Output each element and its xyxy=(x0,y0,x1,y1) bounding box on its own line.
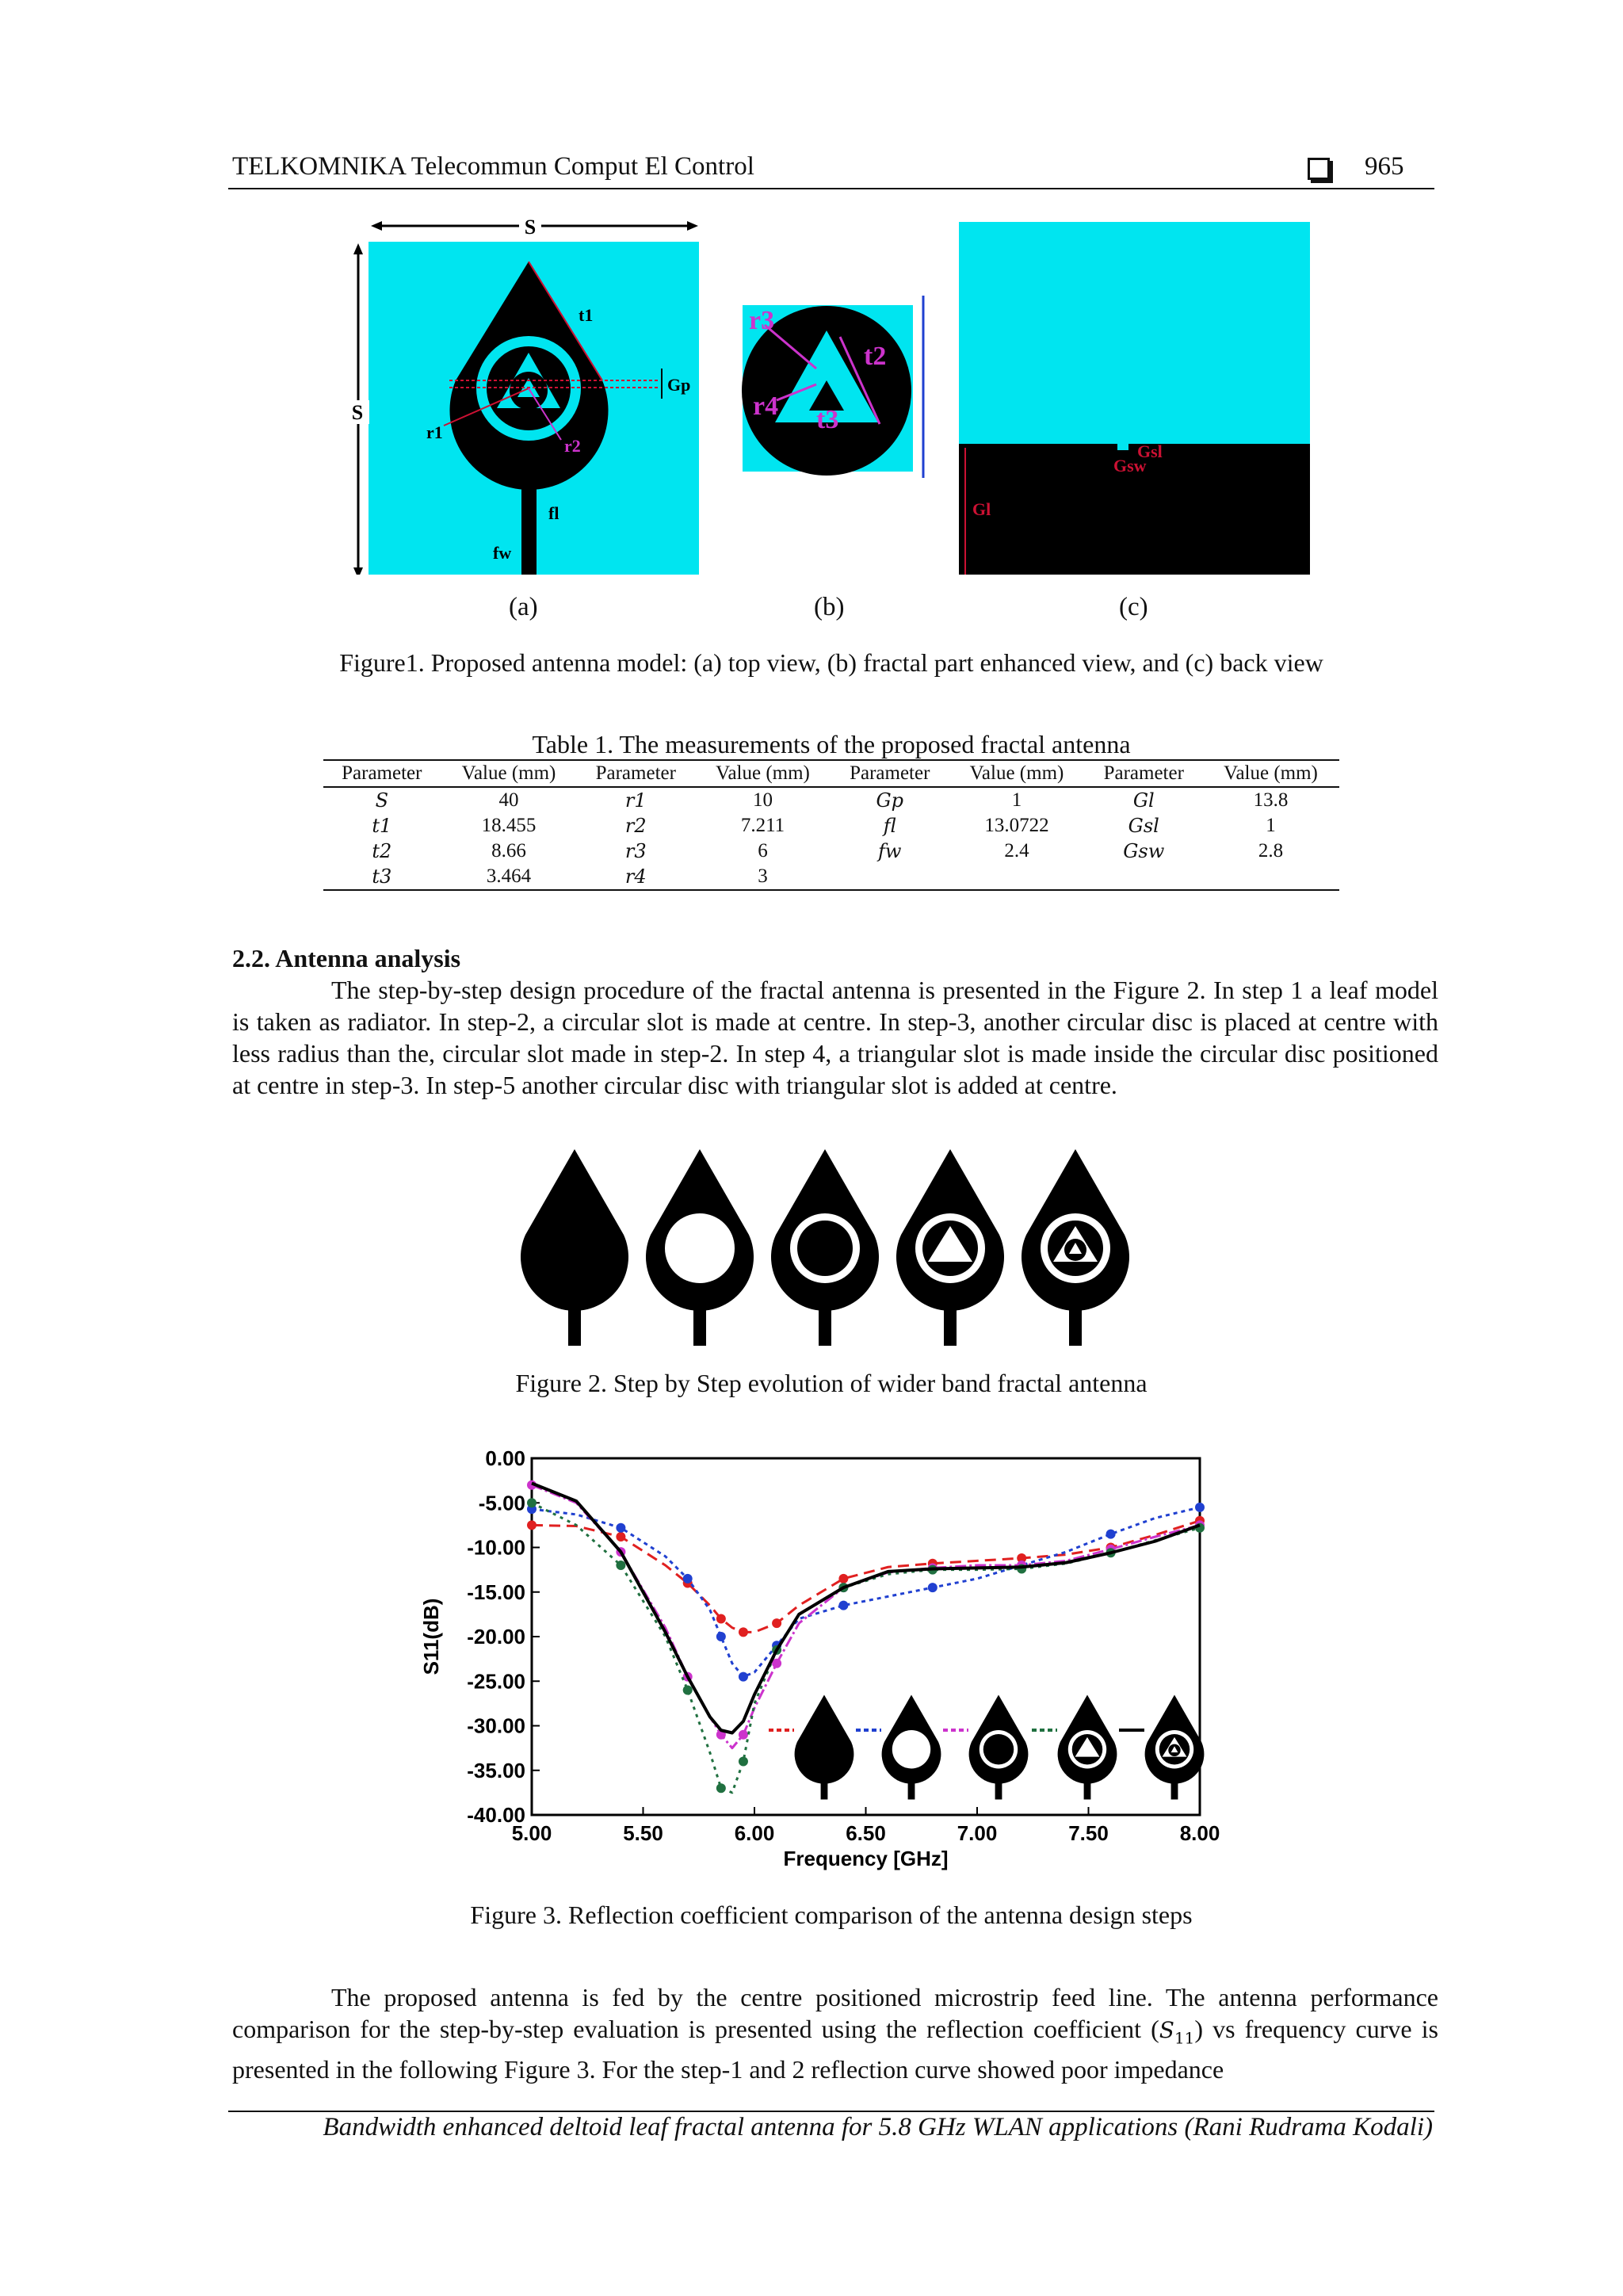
table1-caption: Table 1. The measurements of the proposed fractal antenna xyxy=(532,730,1131,758)
step5-icon xyxy=(1022,1149,1129,1346)
dim-r3: r3 xyxy=(749,306,775,335)
table1-cell: 2.4 xyxy=(1004,840,1029,861)
figure1-caption: Figure1. Proposed antenna model: (a) top view, (b) fractal part enhanced view, and (c) back view xyxy=(339,648,1323,677)
paragraph-design-steps xyxy=(232,974,1438,1101)
figure1-back-view xyxy=(959,222,1310,575)
series-line-2 xyxy=(532,1507,1200,1677)
table1-cell: Gsw xyxy=(1123,840,1165,862)
x-tick-label: 5.00 xyxy=(511,1821,552,1845)
dim-S-side: S xyxy=(351,401,364,424)
dim-r4: r4 xyxy=(753,392,779,421)
series-marker-1 xyxy=(838,1574,848,1584)
table1-cell: Gp xyxy=(876,789,904,812)
legend-step-icon-5 xyxy=(1145,1695,1205,1800)
series-marker-1 xyxy=(527,1520,537,1530)
paragraph-text-cont: ) vs frequency curve is presented in the following Figure 3. For the step-1 and 2 reflection curve showed poor impedance xyxy=(232,2015,1439,2084)
series-marker-4 xyxy=(616,1561,625,1570)
feed-line xyxy=(521,462,537,575)
table1-header: Value (mm) xyxy=(694,760,831,787)
x-axis-label: Frequency [GHz] xyxy=(783,1847,949,1870)
table1-cell: 3 xyxy=(694,864,831,890)
series-line-3 xyxy=(532,1485,1200,1748)
legend-inset xyxy=(769,1695,1204,1800)
paragraph-text: The proposed antenna is fed by the centre positioned microstrip feed line. The antenna performance comparison for the step-by-step evaluation is presented using the reflection coefficient ( xyxy=(232,1983,1438,2043)
series-marker-4 xyxy=(716,1783,726,1793)
table1-cell: fw xyxy=(878,840,902,862)
paragraph-feed xyxy=(232,1981,1438,2085)
figure1-top-view xyxy=(347,215,699,575)
y-tick-label: -20.00 xyxy=(467,1625,525,1648)
dim-S-top: S xyxy=(524,216,537,239)
dim-r2: r2 xyxy=(564,436,581,456)
table1-cell: Gl xyxy=(1132,789,1155,812)
x-tick-label: 6.50 xyxy=(846,1821,886,1845)
table1-cell: 13.0722 xyxy=(984,815,1049,836)
table1-cell: 8.66 xyxy=(491,840,526,861)
x-tick-label: 7.50 xyxy=(1068,1821,1109,1845)
legend-step-icon-2 xyxy=(882,1695,941,1800)
table1-header: Parameter xyxy=(323,760,441,787)
figure1-fractal-view xyxy=(742,296,923,478)
series-marker-2 xyxy=(716,1632,726,1641)
table1-cell: r4 xyxy=(577,864,694,890)
table1-cell xyxy=(949,864,1086,890)
ground-slot xyxy=(1117,444,1128,450)
table1-header: Parameter xyxy=(1085,760,1202,787)
series-marker-2 xyxy=(1195,1503,1205,1512)
figure1-label-b: (b) xyxy=(814,593,845,621)
series-marker-1 xyxy=(739,1627,748,1637)
y-tick-label: -25.00 xyxy=(467,1669,525,1694)
table1-cell: r2 xyxy=(624,815,647,837)
dim-t1: t1 xyxy=(579,305,594,325)
footer-rule xyxy=(228,2111,1434,2112)
series-line-5 xyxy=(532,1484,1200,1733)
s11-symbol: S xyxy=(1159,2017,1174,2043)
page-number: 965 xyxy=(1365,152,1404,181)
series-marker-1 xyxy=(716,1614,726,1624)
table1-cell: t2 xyxy=(372,840,392,862)
table1-header: Value (mm) xyxy=(441,760,578,787)
figure2-caption: Figure 2. Step by Step evolution of wider band fractal antenna xyxy=(515,1369,1148,1397)
dim-Gsw: Gsw xyxy=(1113,456,1147,476)
dim-fl: fl xyxy=(548,503,559,523)
table1-cell: 1 xyxy=(1011,789,1022,811)
checkbox-glyph-icon xyxy=(1308,158,1330,180)
table1-cell: 3.464 xyxy=(441,864,578,890)
table1-cell: r3 xyxy=(624,840,647,862)
step2-icon xyxy=(646,1149,754,1346)
y-tick-label: -30.00 xyxy=(467,1713,525,1738)
series-marker-4 xyxy=(739,1757,748,1767)
dim-Gsl: Gsl xyxy=(1137,441,1163,461)
series-marker-2 xyxy=(928,1583,938,1592)
table1-cell: S xyxy=(375,789,389,812)
table1-cell: t1 xyxy=(372,815,392,837)
table-row xyxy=(323,864,1339,890)
figure3-chart xyxy=(412,1433,1252,1885)
series-marker-1 xyxy=(616,1532,625,1541)
table1-cell: 10 xyxy=(753,789,773,811)
series-marker-2 xyxy=(838,1601,848,1610)
table1-cell: fl xyxy=(883,815,896,837)
legend-step-icon-4 xyxy=(1058,1695,1117,1800)
table1-cell: 40 xyxy=(498,789,519,811)
s11-subscript: 11 xyxy=(1174,2028,1195,2048)
table1-cell: 18.455 xyxy=(481,815,537,836)
series-marker-4 xyxy=(683,1686,693,1695)
x-axis xyxy=(512,1807,1220,1845)
table1-cell: 13.8 xyxy=(1253,789,1289,811)
dim-r1: r1 xyxy=(426,422,443,442)
y-tick-label: 0.00 xyxy=(485,1446,525,1470)
table-row xyxy=(323,839,1339,864)
table1-cell: t3 xyxy=(323,864,441,890)
dim-fw: fw xyxy=(493,543,512,563)
legend-step-icon-3 xyxy=(969,1695,1029,1800)
figure1-label-a: (a) xyxy=(509,593,538,621)
table1-cell: r1 xyxy=(624,789,647,812)
step1-icon xyxy=(521,1149,628,1346)
table1-cell xyxy=(1202,864,1339,890)
series-marker-3 xyxy=(739,1730,748,1740)
series-marker-4 xyxy=(527,1498,537,1507)
dim-t3: t3 xyxy=(816,405,839,434)
y-tick-label: -5.00 xyxy=(478,1491,525,1515)
table1-cell xyxy=(831,864,949,890)
table1-cell: 6 xyxy=(758,840,768,861)
x-tick-label: 8.00 xyxy=(1179,1821,1220,1845)
y-tick-label: -10.00 xyxy=(467,1535,525,1560)
series-marker-1 xyxy=(772,1618,781,1628)
series-marker-2 xyxy=(616,1523,625,1533)
table1-cell: Gsl xyxy=(1128,815,1159,837)
dim-Gl: Gl xyxy=(972,499,991,519)
table1-header: Value (mm) xyxy=(1202,760,1339,787)
figure2-evolution xyxy=(507,1141,1157,1347)
figure1 xyxy=(341,210,1331,575)
table1-header: Value (mm) xyxy=(949,760,1086,787)
running-header-title: TELKOMNIKA Telecommun Comput El Control xyxy=(232,152,754,181)
table1 xyxy=(323,759,1339,891)
running-footer: Bandwidth enhanced deltoid leaf fractal antenna for 5.8 GHz WLAN applications (Rani Rudrama Kodali) xyxy=(323,2113,1433,2141)
x-tick-label: 5.50 xyxy=(623,1821,663,1845)
figure1-label-c: (c) xyxy=(1119,593,1148,621)
table1-header: Parameter xyxy=(831,760,949,787)
y-tick-label: -35.00 xyxy=(467,1758,525,1782)
y-tick-label: -15.00 xyxy=(467,1580,525,1604)
header-rule xyxy=(228,188,1434,189)
dim-t2: t2 xyxy=(864,342,887,371)
step4-icon xyxy=(896,1149,1004,1346)
table1-cell: 1 xyxy=(1266,815,1276,836)
y-tick-label: -40.00 xyxy=(467,1803,525,1827)
table1-cell xyxy=(1085,864,1202,890)
running-header-page xyxy=(1308,152,1434,181)
table1-cell: 2.8 xyxy=(1258,840,1284,861)
figure3-caption: Figure 3. Reflection coefficient comparison of the antenna design steps xyxy=(470,1901,1193,1929)
paragraph-text: The step-by-step design procedure of the fractal antenna is presented in the Figure 2. In step 1 a leaf model is taken as radiator. In step-2, a circular slot is made at centre. In step-3, another circular disc is placed at centre with less radius than the, circular slot made in step-2. In step 4, a triangular slot is made inside the circular disc positioned at centre in step-3. In step-5 another circular disc with triangular slot is added at centre. xyxy=(232,976,1438,1099)
table-row xyxy=(323,787,1339,813)
series-marker-2 xyxy=(1106,1530,1116,1539)
dim-Gp: Gp xyxy=(667,375,691,395)
series-marker-2 xyxy=(739,1672,748,1682)
table1-header: Parameter xyxy=(577,760,694,787)
table1-header-row xyxy=(323,760,1339,787)
step3-icon xyxy=(771,1149,879,1346)
section-heading: 2.2. Antenna analysis xyxy=(232,944,461,972)
x-tick-label: 6.00 xyxy=(734,1821,775,1845)
series-marker-2 xyxy=(683,1574,693,1584)
table-row xyxy=(323,813,1339,839)
legend-step-icon-1 xyxy=(795,1695,854,1800)
x-tick-label: 7.00 xyxy=(957,1821,998,1845)
table1-cell: 7.211 xyxy=(740,815,785,836)
y-axis-label: S11(dB) xyxy=(419,1598,443,1675)
